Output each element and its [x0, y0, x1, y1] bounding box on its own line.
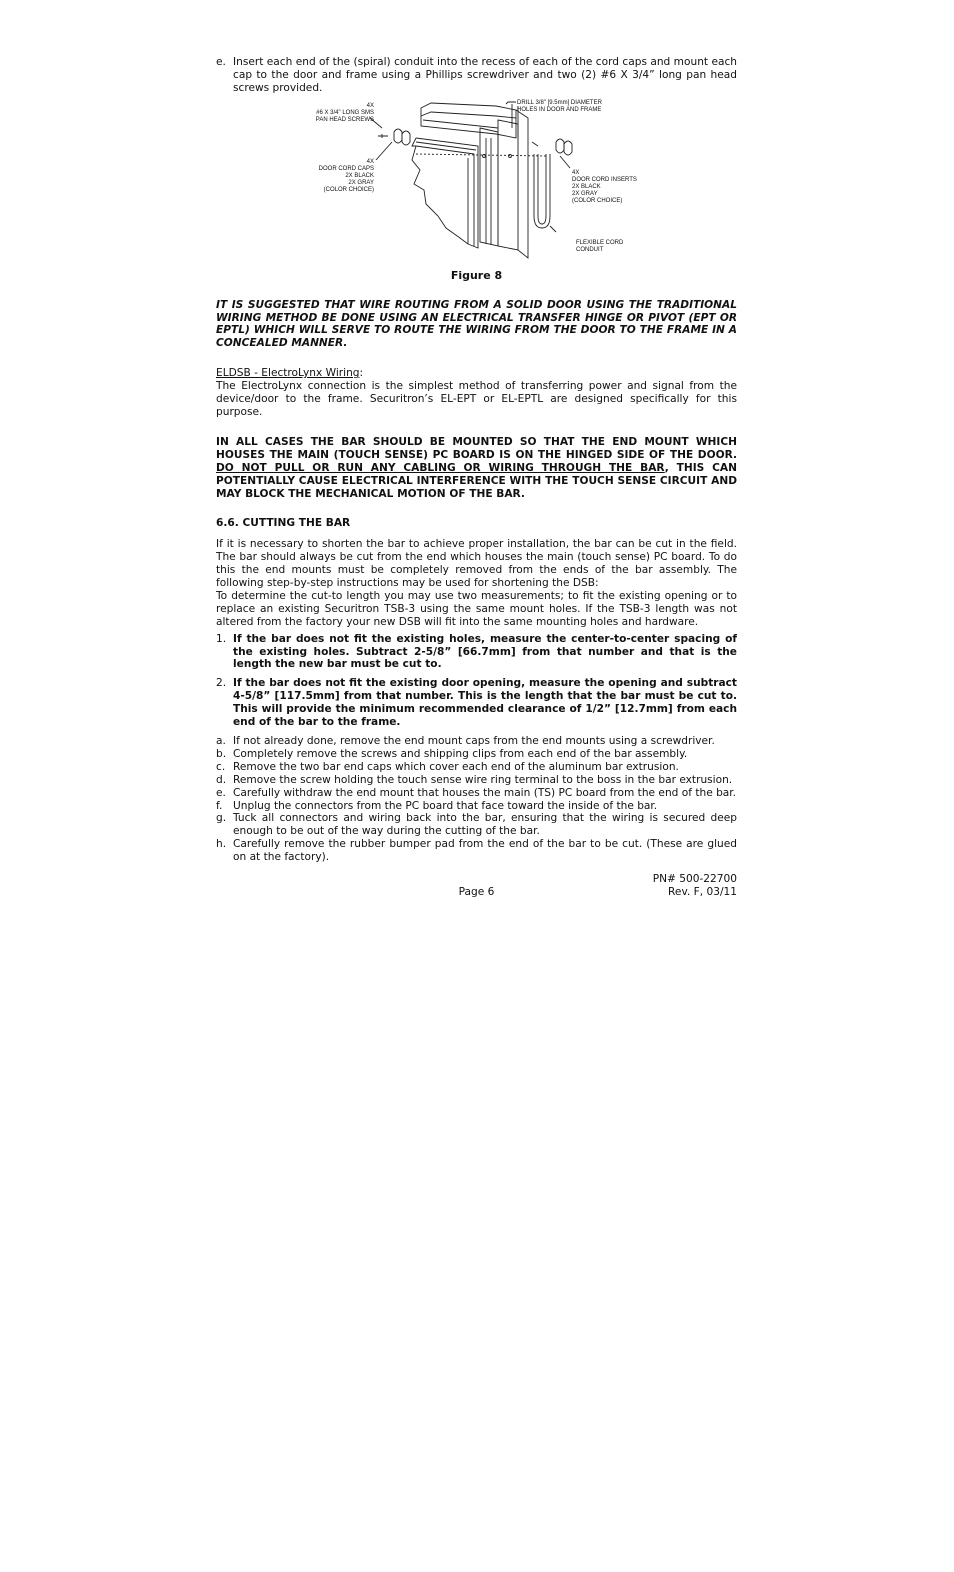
list-item — [216, 761, 737, 774]
warning-routing: IT IS SUGGESTED THAT WIRE ROUTING FROM A SOLID DOOR USING THE TRADITIONAL WIRING METHOD BE DONE USING AN ELECTRICAL TRANSFER HINGE OR PIVOT (EPT OR EPTL) WHICH WILL SERVE TO ROUTE THE WIRING FROM THE DOOR TO THE FRAME IN A CONCEALED MANNER. — [216, 298, 737, 350]
label-inserts-3: 2X BLACK — [572, 183, 601, 190]
frame-jamb — [498, 120, 518, 250]
document-page — [216, 56, 737, 901]
list-item-text: Completely remove the screws and shipping clips from each end of the bar assembly. — [233, 747, 688, 760]
page-number: Page 6 — [458, 886, 495, 899]
list-item-text: Carefully remove the rubber bumper pad from the end of the bar to be cut. (These are glued on at the factory). — [233, 838, 737, 864]
list-item — [216, 787, 737, 800]
label-screws-1: 4X — [366, 102, 374, 109]
label-inserts-4: 2X GRAY — [572, 190, 598, 197]
eldsb-heading: ELDSB - ElectroLynx Wiring — [216, 367, 360, 380]
door-cord-cap — [394, 129, 402, 143]
label-drill-1: DRILL 3/8" [9.5mm] DIAMETER — [517, 99, 602, 106]
door-frame-illustration — [216, 98, 737, 268]
numbered-item-text: If the bar does not fit the existing door opening, measure the opening and subtract 4-5/8” [117.5mm] from that number. This is the length that the bar must be cut to. This will provide the minimum recommended clearance of 1/2” [12.7mm] from each end of the bar to the frame. — [233, 677, 737, 729]
list-item — [216, 800, 737, 813]
frame-header — [421, 103, 516, 118]
page-footer — [216, 873, 737, 901]
list-item-label: e. — [216, 786, 226, 799]
label-drill-2: HOLES IN DOOR AND FRAME — [517, 106, 602, 113]
label-caps-3: 2X BLACK — [345, 172, 374, 179]
numbered-item-label: 1. — [216, 632, 227, 645]
numbered-item-text: If the bar does not fit the existing holes, measure the center-to-center spacing of the existing holes. Subtract 2-5/8” [66.7mm] from that number and that is the length the new bar must be cut to. — [233, 632, 737, 671]
numbered-item — [216, 633, 737, 672]
label-caps-5: (COLOR CHOICE) — [323, 186, 374, 193]
list-item-text: Carefully withdraw the end mount that houses the main (TS) PC board from the end of the bar. — [233, 786, 737, 799]
list-item — [216, 748, 737, 761]
section-title: 6.6. CUTTING THE BAR — [216, 517, 351, 530]
list-item — [216, 774, 737, 787]
step-list — [216, 735, 737, 864]
label-conduit-1: FLEXIBLE CORD — [576, 239, 624, 246]
list-item-label: g. — [216, 812, 227, 825]
warning-mount-part1: IN ALL CASES THE BAR SHOULD BE MOUNTED SO THAT THE END MOUNT WHICH HOUSES THE MAIN (TOUCH SENSE) PC BOARD IS ON THE HINGED SIDE OF THE DOOR. — [216, 435, 737, 461]
figure-caption: Figure 8 — [450, 268, 503, 282]
label-screws-2: #6 X 3/4" LONG SMS — [316, 109, 374, 116]
warning-mount — [216, 436, 737, 501]
label-caps-1: 4X — [366, 158, 374, 165]
label-caps-2: DOOR CORD CAPS — [318, 165, 374, 172]
list-item — [216, 812, 737, 838]
eldsb-section — [216, 367, 737, 419]
list-item-label: h. — [216, 838, 227, 851]
label-inserts-5: (COLOR CHOICE) — [572, 197, 623, 204]
list-item-label: d. — [216, 773, 227, 786]
list-item-label: a. — [216, 735, 226, 747]
warning-mount-part2: , THIS CAN POTENTIALLY CAUSE ELECTRICAL INTERFERENCE WITH THE TOUCH SENSE CIRCUIT AND MAY BLOCK THE MECHANICAL MOTION OF THE BAR. — [216, 461, 737, 500]
list-item-text: Remove the screw holding the touch sense wire ring terminal to the boss in the bar extrusion. — [233, 773, 733, 786]
figure-8-diagram — [216, 98, 737, 268]
list-item — [216, 56, 737, 95]
label-screws-3: PAN HEAD SCREWS — [315, 116, 374, 123]
list-item — [216, 735, 737, 748]
eldsb-heading-line — [216, 367, 737, 380]
list-item-label: f. — [216, 799, 223, 812]
warning-mount-underlined: DO NOT PULL OR RUN ANY CABLING OR WIRING THROUGH THE BAR — [216, 461, 665, 474]
flexible-cord-conduit — [534, 154, 550, 228]
numbered-item-label: 2. — [216, 677, 227, 690]
list-item-text: If not already done, remove the end mount caps from the end mounts using a screwdriver. — [233, 735, 715, 747]
part-number: PN# 500-22700 — [652, 873, 737, 886]
list-item-label: e. — [216, 56, 226, 68]
list-item-text: Unplug the connectors from the PC board that face toward the inside of the bar. — [233, 799, 658, 812]
list-item-text: Insert each end of the (spiral) conduit into the recess of each of the cord caps and mount each cap to the door and frame using a Phillips screwdriver and two (2) #6 X 3/4” long pan head screws provided. — [233, 56, 737, 94]
label-inserts-1: 4X — [572, 169, 580, 176]
door-cord-insert — [556, 139, 564, 153]
section-intro-1: If it is necessary to shorten the bar to achieve proper installation, the bar can be cut in the field. The bar should always be cut from the end which houses the main (touch sense) PC board. To do this the end mounts must be completely removed from the ends of the bar assembly. The following step-by-step instructions may be used for shortening the DSB: — [216, 538, 737, 590]
list-item-text: Tuck all connectors and wiring back into the bar, ensuring that the wiring is secured deep enough to be out of the way during the cutting of the bar. — [233, 812, 737, 838]
list-item-text: Remove the two bar end caps which cover each end of the aluminum bar extrusion. — [233, 760, 679, 773]
screw — [378, 134, 388, 138]
eldsb-heading-colon: : — [359, 367, 364, 380]
section-intro-2: To determine the cut-to length you may use two measurements; to fit the existing opening or to replace an existing Securitron TSB-3 using the same mount holes. If the TSB-3 length was not altered from the factory your new DSB will fit into the same mounting holes and hardware. — [216, 589, 737, 628]
list-item — [216, 838, 737, 864]
label-caps-4: 2X GRAY — [348, 179, 374, 186]
list-item-label: c. — [216, 760, 226, 773]
revision: Rev. F, 03/11 — [668, 886, 737, 899]
numbered-item — [216, 677, 737, 729]
label-inserts-2: DOOR CORD INSERTS — [572, 176, 637, 183]
list-item-label: b. — [216, 747, 227, 760]
eldsb-body: The ElectroLynx connection is the simplest method of transferring power and signal from the device/door to the frame. Securitron’s EL-EPT or EL-EPTL are designed specifically for this purpose. — [216, 380, 737, 418]
break-line — [412, 146, 468, 244]
label-conduit-2: CONDUIT — [576, 246, 604, 253]
